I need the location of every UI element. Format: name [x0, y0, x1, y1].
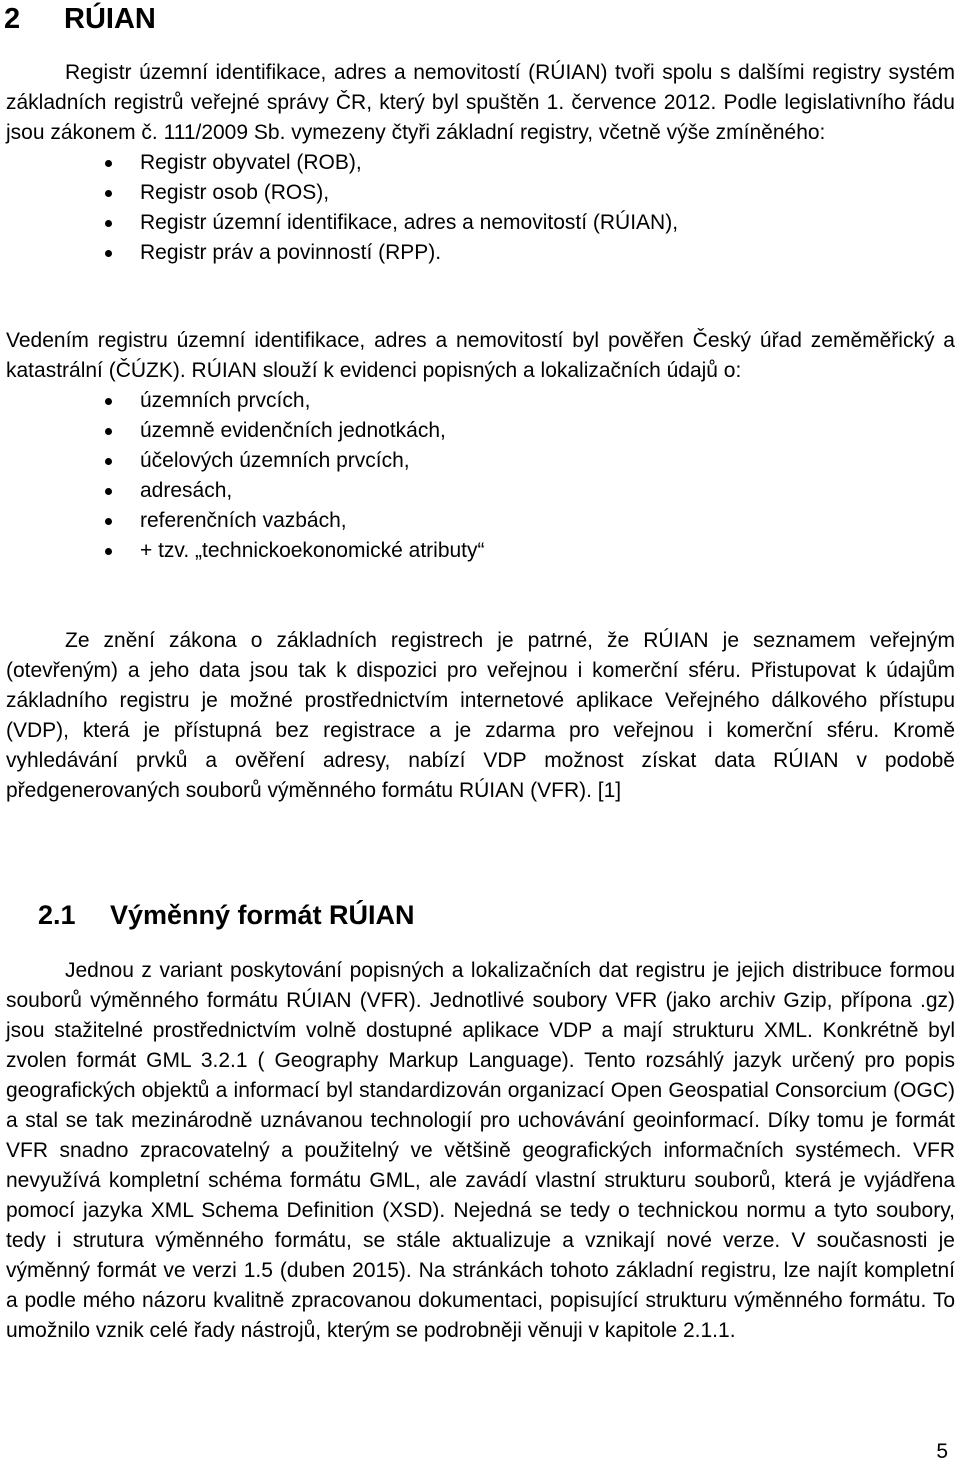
subsection-body	[6, 956, 955, 1346]
section-title: RÚIAN	[64, 3, 156, 35]
list-item: Registr práv a povinností (RPP).	[6, 238, 955, 268]
page-number: 5	[936, 1440, 948, 1463]
section-body-1	[6, 58, 955, 268]
subsection-number: 2.1	[38, 900, 76, 930]
subsection-heading	[38, 898, 415, 932]
list-item: Registr osob (ROS),	[6, 178, 955, 208]
list-item: referenčních vazbách,	[6, 506, 955, 536]
section-body-2	[6, 326, 955, 566]
list-item: územních prvcích,	[6, 386, 955, 416]
list-item: účelových územních prvcích,	[6, 446, 955, 476]
records-list	[6, 386, 955, 566]
registry-list	[6, 148, 955, 268]
section-number: 2	[4, 3, 21, 35]
list-item: + tzv. „technickoekonomické atributy“	[6, 536, 955, 566]
section-heading	[4, 2, 156, 36]
list-item: Registr územní identifikace, adres a nemovitostí (RÚIAN),	[6, 208, 955, 238]
paragraph-vfr: Jednou z variant poskytování popisných a lokalizačních dat registru je jejich distribuce formou souborů výměnného formátu RÚIAN (VFR). Jednotlivé soubory VFR (jako archiv Gzip, přípona .gz) jsou stažitelné prostřednictvím volně dostupné aplikace VDP a mají strukturu XML. Konkrétně byl zvolen formát GML 3.2.1 ( Geography Markup Language). Tento rozsáhlý jazyk určený pro popis geografických objektů a informací byl standardizován organizací Open Geospatial Consorcium (OGC) a stal se tak mezinárodně uznávanou technologií pro uchovávání geoinformací. Díky tomu je formát VFR snadno zpracovatelný a použitelný ve většině geografických informačních systémech. VFR nevyužívá kompletní schéma formátu GML, ale zavádí vlastní strukturu souborů, která je vyjádřena pomocí jazyka XML Schema Definition (XSD). Nejedná se tedy o technickou normu a tyto soubory, tedy i strutura výměnného formátu, se stále aktualizuje a vznikají nové verze. V současnosti je výměnný formát ve verzi 1.5 (duben 2015). Na stránkách tohoto základní registru, lze najít kompletní a podle mého názoru kvalitně zpracovanou dokumentaci, popisující strukturu výměnného formátu. To umožnilo vznik celé řady nástrojů, kterým se podrobněji věnuji v kapitole 2.1.1.	[6, 959, 955, 1342]
section-body-3	[6, 626, 955, 806]
subsection-title: Výměnný formát RÚIAN	[110, 900, 415, 930]
list-item: adresách,	[6, 476, 955, 506]
paragraph-intro: Registr územní identifikace, adres a nemovitostí (RÚIAN) tvoři spolu s dalšími registry systém základních registrů veřejné správy ČR, který byl spuštěn 1. července 2012. Podle legislativního řádu jsou zákonem č. 111/2009 Sb. vymezeny čtyři základní registry, včetně výše zmíněného:	[6, 61, 955, 144]
list-item: Registr obyvatel (ROB),	[6, 148, 955, 178]
list-item: územně evidenčních jednotkách,	[6, 416, 955, 446]
paragraph-access: Ze znění zákona o základních registrech je patrné, že RÚIAN je seznamem veřejným (otevřeným) a jeho data jsou tak k dispozici pro veřejnou i komerční sféru. Přistupovat k údajům základního registru je možné prostřednictvím internetové aplikace Veřejného dálkového přístupu (VDP), která je přístupná bez registrace a je zdarma pro veřejnou i komerční sféru. Kromě vyhledávání prvků a ověření adresy, nabízí VDP možnost získat data RÚIAN v podobě předgenerovaných souborů výměnného formátu RÚIAN (VFR). [1]	[6, 629, 955, 802]
paragraph-administration: Vedením registru územní identifikace, adres a nemovitostí byl pověřen Český úřad zeměměřický a katastrální (ČÚZK). RÚIAN slouží k evidenci popisných a lokalizačních údajů o:	[6, 329, 955, 382]
